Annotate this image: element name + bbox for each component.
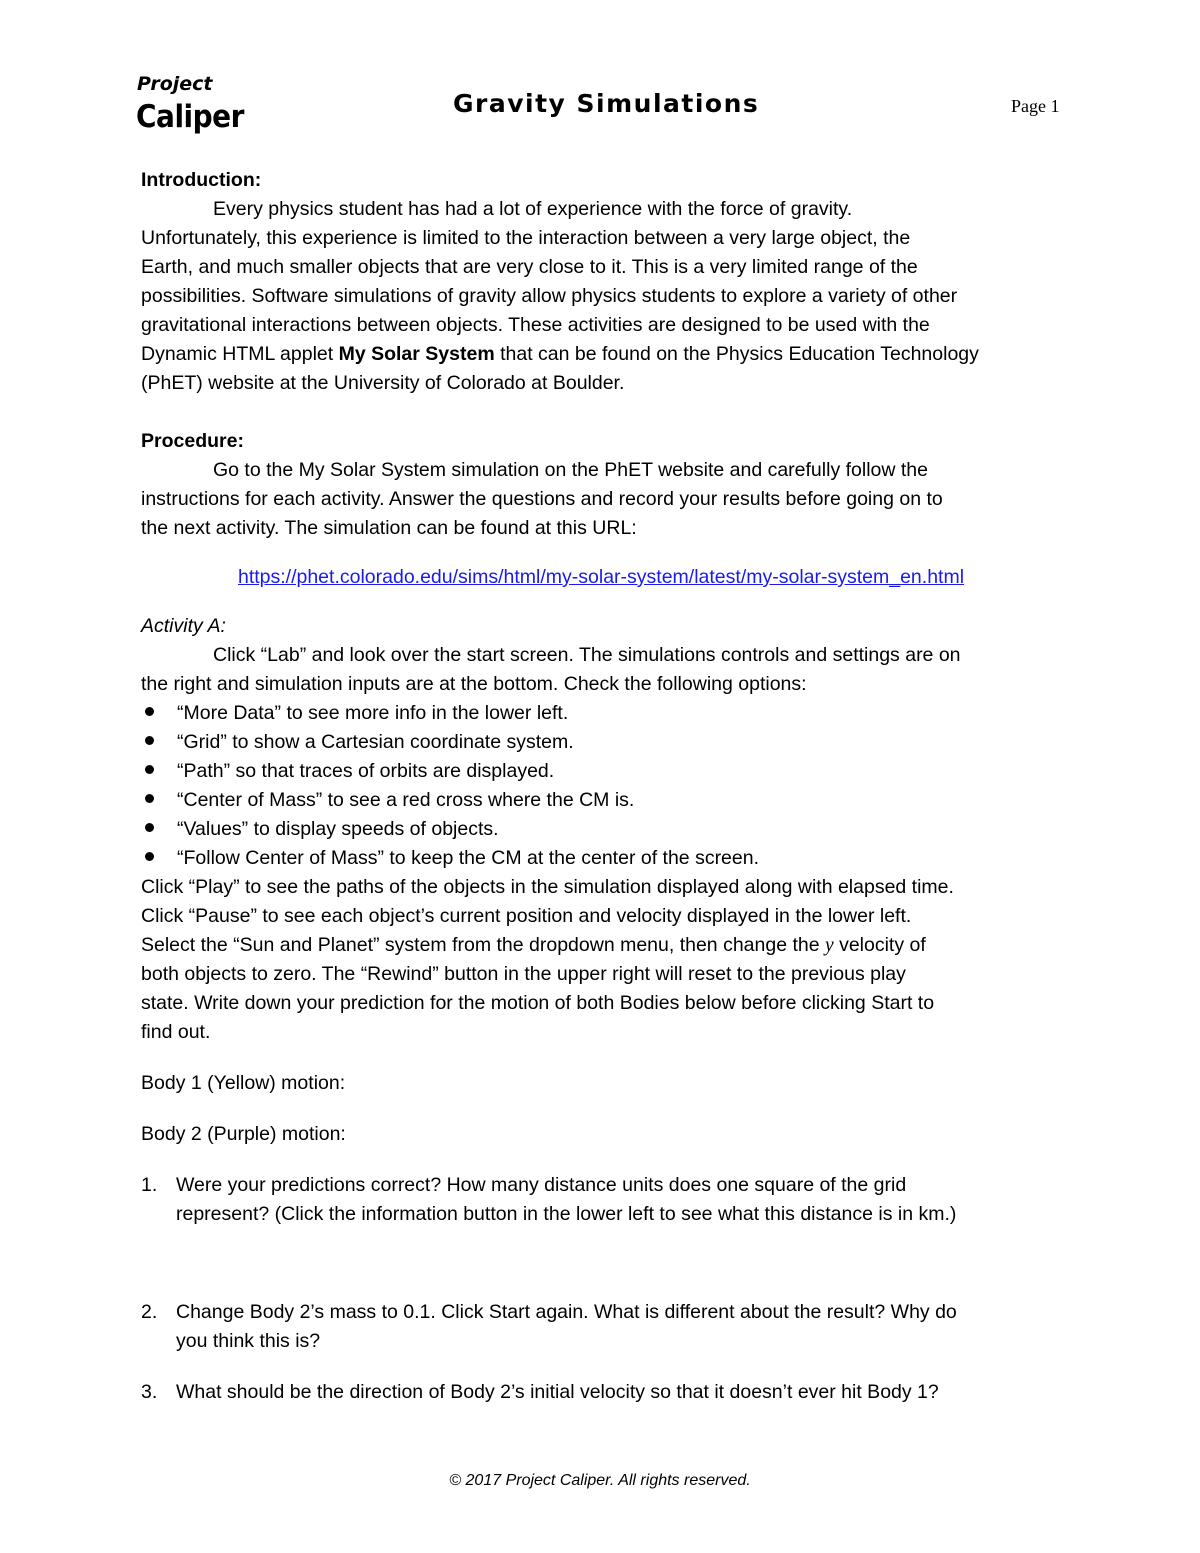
question-number: 2. bbox=[141, 1301, 158, 1323]
list-item bbox=[141, 757, 1061, 786]
logo-project-text: Project bbox=[137, 73, 213, 95]
intro-line: Earth, and much smaller objects that are very close to it. This is a very limited range of the bbox=[141, 256, 918, 278]
procedure-line: the next activity. The simulation can be found at this URL: bbox=[141, 517, 637, 539]
page-title: Gravity Simulations bbox=[453, 89, 760, 118]
activity-line: Click “Play” to see the paths of the objects in the simulation displayed along with elapsed time. bbox=[141, 876, 954, 898]
activity-line: find out. bbox=[141, 1021, 211, 1043]
question-number: 3. bbox=[141, 1381, 158, 1403]
activity-text: velocity of bbox=[833, 934, 926, 956]
applet-name: My Solar System bbox=[338, 343, 495, 365]
y-variable: y bbox=[825, 935, 834, 956]
activity-line: Click “Lab” and look over the start screen. The simulations controls and settings are on bbox=[213, 644, 961, 666]
question-text: What should be the direction of Body 2’s initial velocity so that it doesn’t ever hit Body 1? bbox=[176, 1381, 939, 1403]
intro-line: Unfortunately, this experience is limited to the interaction between a very large object, the bbox=[141, 227, 911, 249]
list-item bbox=[141, 844, 1061, 873]
intro-line: possibilities. Software simulations of gravity allow physics students to explore a variety of other bbox=[141, 285, 958, 307]
intro-text: Dynamic HTML applet bbox=[141, 343, 339, 365]
activity-a-heading: Activity A: bbox=[141, 615, 226, 637]
list-item-text: “More Data” to see more info in the lower left. bbox=[177, 702, 569, 724]
document-body bbox=[141, 166, 1061, 1407]
list-item bbox=[141, 786, 1061, 815]
activity-line bbox=[141, 931, 1061, 960]
activity-line: Click “Pause” to see each object’s current position and velocity displayed in the lower left. bbox=[141, 905, 912, 927]
body2-prompt: Body 2 (Purple) motion: bbox=[141, 1123, 346, 1145]
question-text: represent? (Click the information button in the lower left to see what this distance is in km.) bbox=[176, 1203, 957, 1225]
list-item-text: “Grid” to show a Cartesian coordinate system. bbox=[177, 731, 574, 753]
intro-line: (PhET) website at the University of Colorado at Boulder. bbox=[141, 372, 625, 394]
activity-line: state. Write down your prediction for the motion of both Bodies below before clicking Start to bbox=[141, 992, 935, 1014]
list-item bbox=[141, 699, 1061, 728]
question-item bbox=[141, 1298, 1061, 1356]
question-text: you think this is? bbox=[176, 1330, 321, 1352]
activity-line: the right and simulation inputs are at the bottom. Check the following options: bbox=[141, 673, 807, 695]
options-list bbox=[141, 699, 1061, 873]
intro-line bbox=[141, 340, 1061, 369]
list-item-text: “Follow Center of Mass” to keep the CM at the center of the screen. bbox=[177, 847, 760, 869]
bullet-icon bbox=[145, 736, 154, 745]
copyright-footer: © 2017 Project Caliper. All rights reserved. bbox=[449, 1472, 751, 1489]
procedure-line: instructions for each activity. Answer the questions and record your results before going on to bbox=[141, 488, 943, 510]
question-item bbox=[141, 1378, 1061, 1407]
list-item-text: “Center of Mass” to see a red cross where the CM is. bbox=[177, 789, 635, 811]
procedure-line: Go to the My Solar System simulation on the PhET website and carefully follow the bbox=[213, 459, 928, 481]
questions-list bbox=[141, 1171, 1061, 1407]
list-item-text: “Path” so that traces of orbits are displayed. bbox=[177, 760, 555, 782]
question-item bbox=[141, 1171, 1061, 1229]
intro-line: Every physics student has had a lot of experience with the force of gravity. bbox=[213, 198, 853, 220]
question-text: Were your predictions correct? How many distance units does one square of the grid bbox=[176, 1174, 907, 1196]
activity-text: Select the “Sun and Planet” system from the dropdown menu, then change the bbox=[141, 934, 825, 956]
question-number: 1. bbox=[141, 1174, 158, 1196]
activity-line: both objects to zero. The “Rewind” button in the upper right will reset to the previous play bbox=[141, 963, 906, 985]
list-item bbox=[141, 815, 1061, 844]
introduction-heading: Introduction: bbox=[141, 169, 262, 191]
list-item bbox=[141, 728, 1061, 757]
bullet-icon bbox=[145, 794, 154, 803]
list-item-text: “Values” to display speeds of objects. bbox=[177, 818, 499, 840]
logo-caliper-text: Caliper bbox=[136, 98, 244, 135]
intro-text: that can be found on the Physics Education Technology bbox=[494, 343, 979, 365]
procedure-heading: Procedure: bbox=[141, 430, 244, 452]
bullet-icon bbox=[145, 852, 154, 861]
bullet-icon bbox=[145, 707, 154, 716]
bullet-icon bbox=[145, 823, 154, 832]
page-number: Page 1 bbox=[1011, 96, 1060, 116]
phet-simulation-link[interactable]: https://phet.colorado.edu/sims/html/my-solar-system/latest/my-solar-system_en.html bbox=[237, 566, 965, 588]
intro-line: gravitational interactions between objects. These activities are designed to be used with the bbox=[141, 314, 930, 336]
bullet-icon bbox=[145, 765, 154, 774]
body1-prompt: Body 1 (Yellow) motion: bbox=[141, 1072, 346, 1094]
question-text: Change Body 2’s mass to 0.1. Click Start again. What is different about the result? Why do bbox=[176, 1301, 957, 1323]
